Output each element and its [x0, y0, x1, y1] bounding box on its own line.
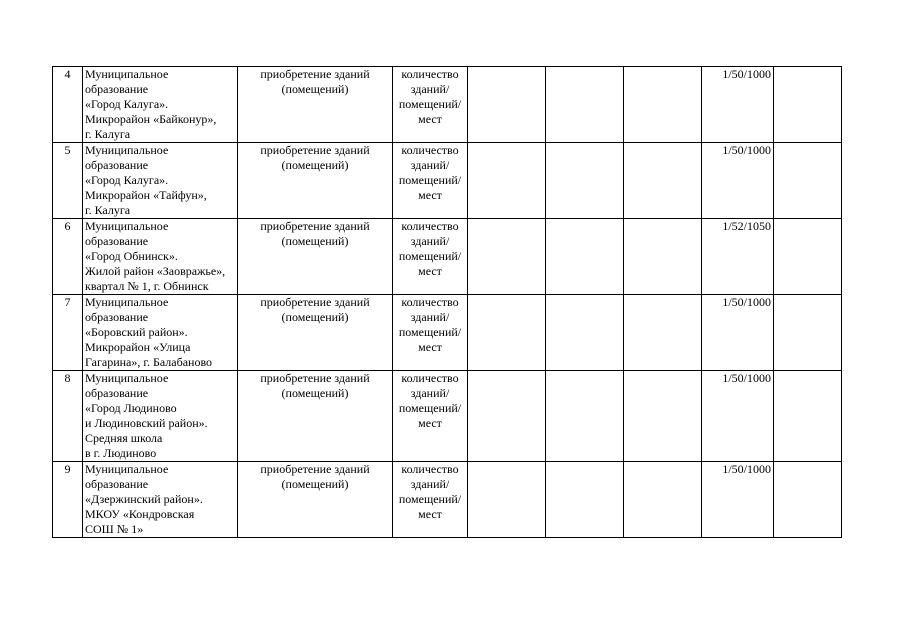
- municipality-name: Муниципальное образование «Город Калуга». Микрорайон «Тайфун», г. Калуга: [83, 143, 238, 219]
- value-cell: 1/50/1000: [702, 295, 774, 371]
- empty-cell: [468, 462, 546, 538]
- action-cell: приобретение зданий (помещений): [238, 371, 393, 462]
- row-number: 7: [53, 295, 83, 371]
- table-row: [53, 462, 842, 538]
- empty-cell: [774, 219, 842, 295]
- empty-cell: [546, 143, 624, 219]
- empty-cell: [624, 143, 702, 219]
- unit-cell: количество зданий/ помещений/ мест: [393, 295, 468, 371]
- empty-cell: [468, 219, 546, 295]
- table-body: [53, 67, 842, 538]
- unit-cell: количество зданий/ помещений/ мест: [393, 143, 468, 219]
- table-row: [53, 219, 842, 295]
- table-row: [53, 371, 842, 462]
- action-cell: приобретение зданий (помещений): [238, 143, 393, 219]
- table-row: [53, 67, 842, 143]
- empty-cell: [468, 371, 546, 462]
- row-number: 9: [53, 462, 83, 538]
- empty-cell: [624, 371, 702, 462]
- value-cell: 1/50/1000: [702, 143, 774, 219]
- municipality-name: Муниципальное образование «Боровский район». Микрорайон «Улица Гагарина», г. Балабаново: [83, 295, 238, 371]
- action-cell: приобретение зданий (помещений): [238, 219, 393, 295]
- action-cell: приобретение зданий (помещений): [238, 67, 393, 143]
- empty-cell: [774, 462, 842, 538]
- table-row: [53, 295, 842, 371]
- table-row: [53, 143, 842, 219]
- municipality-name: Муниципальное образование «Дзержинский район». МКОУ «Кондровская СОШ № 1»: [83, 462, 238, 538]
- value-cell: 1/50/1000: [702, 462, 774, 538]
- value-cell: 1/50/1000: [702, 371, 774, 462]
- empty-cell: [546, 462, 624, 538]
- document-table: [52, 66, 842, 538]
- unit-cell: количество зданий/ помещений/ мест: [393, 67, 468, 143]
- row-number: 4: [53, 67, 83, 143]
- empty-cell: [546, 295, 624, 371]
- municipality-name: Муниципальное образование «Город Калуга». Микрорайон «Байконур», г. Калуга: [83, 67, 238, 143]
- unit-cell: количество зданий/ помещений/ мест: [393, 462, 468, 538]
- empty-cell: [624, 295, 702, 371]
- value-cell: 1/50/1000: [702, 67, 774, 143]
- empty-cell: [774, 67, 842, 143]
- empty-cell: [624, 67, 702, 143]
- empty-cell: [546, 67, 624, 143]
- municipality-name: Муниципальное образование «Город Людиново и Людиновский район». Средняя школа в г. Людиново: [83, 371, 238, 462]
- empty-cell: [774, 143, 842, 219]
- empty-cell: [468, 143, 546, 219]
- value-cell: 1/52/1050: [702, 219, 774, 295]
- row-number: 6: [53, 219, 83, 295]
- empty-cell: [546, 219, 624, 295]
- empty-cell: [468, 295, 546, 371]
- empty-cell: [774, 295, 842, 371]
- action-cell: приобретение зданий (помещений): [238, 462, 393, 538]
- empty-cell: [624, 462, 702, 538]
- empty-cell: [624, 219, 702, 295]
- unit-cell: количество зданий/ помещений/ мест: [393, 219, 468, 295]
- unit-cell: количество зданий/ помещений/ мест: [393, 371, 468, 462]
- row-number: 8: [53, 371, 83, 462]
- empty-cell: [468, 67, 546, 143]
- municipality-name: Муниципальное образование «Город Обнинск». Жилой район «Заовражье», квартал № 1, г. Обнинск: [83, 219, 238, 295]
- action-cell: приобретение зданий (помещений): [238, 295, 393, 371]
- row-number: 5: [53, 143, 83, 219]
- empty-cell: [546, 371, 624, 462]
- empty-cell: [774, 371, 842, 462]
